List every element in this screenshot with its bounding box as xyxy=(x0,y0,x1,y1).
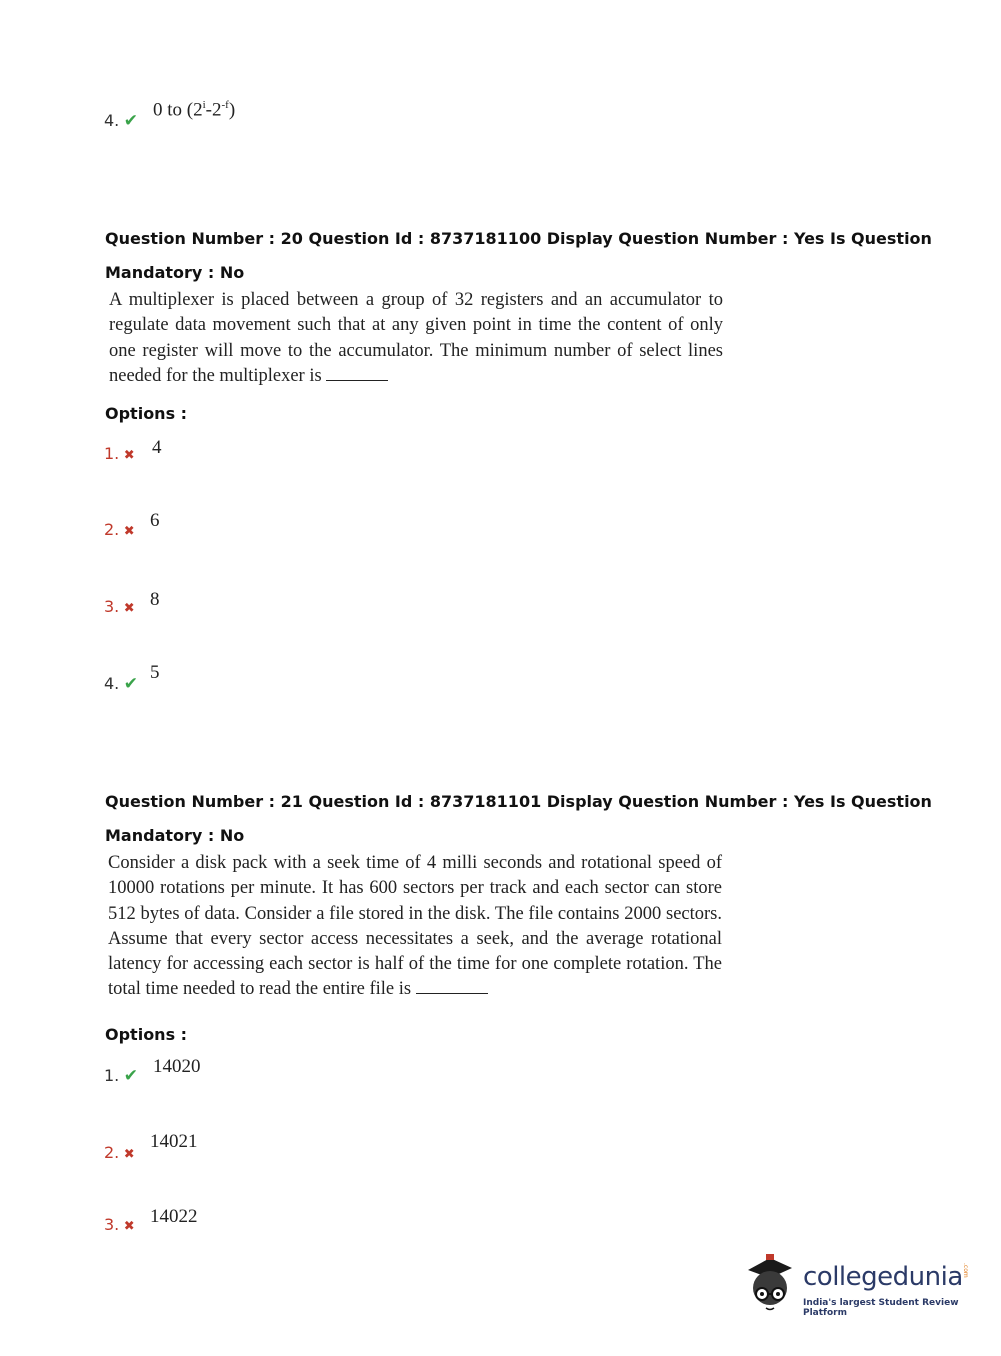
option-row xyxy=(104,674,138,694)
option-text: 14021 xyxy=(150,1131,198,1152)
option-row xyxy=(104,1143,135,1163)
question-text: Consider a disk pack with a seek time of 4 milli seconds and rotational speed of 10000 rotations per minute. It has 600 sectors per track and each sector can store 512 bytes of data. Consider a file stored in the disk. The file contains 2000 sectors. Assume that every sector access necessitates a seek, and the average rotational latency for accessing each sector is half of the time for one complete rotation. The total time needed to read the entire file is xyxy=(108,853,722,1000)
option-number: 4. xyxy=(104,111,120,130)
option-number: 3. xyxy=(104,1215,120,1234)
question-mandatory: Mandatory : No xyxy=(105,826,245,845)
option-text: 14020 xyxy=(153,1056,201,1077)
option-number: 1. xyxy=(104,1066,120,1085)
option-text: 5 xyxy=(150,662,160,683)
option-text: 14022 xyxy=(150,1206,198,1227)
cross-icon: ✖ xyxy=(123,1219,135,1234)
question-header: Question Number : 21 Question Id : 8737181101 Display Question Number : Yes Is Question xyxy=(105,792,932,811)
option-number: 4. xyxy=(104,674,120,693)
cross-icon: ✖ xyxy=(123,601,135,616)
option-number: 3. xyxy=(104,597,120,616)
answer-blank xyxy=(416,993,488,994)
option-text: 8 xyxy=(150,589,160,610)
question-mandatory: Mandatory : No xyxy=(105,263,245,282)
option-row xyxy=(104,444,135,464)
option-text: 6 xyxy=(150,510,160,531)
option-row xyxy=(104,520,135,540)
option-row xyxy=(104,1066,138,1086)
logo-name: collegedunia xyxy=(803,1262,963,1292)
option-number: 2. xyxy=(104,520,120,539)
check-icon: ✔ xyxy=(123,674,138,694)
cross-icon: ✖ xyxy=(123,1147,135,1162)
answer-blank xyxy=(326,380,388,381)
option-text: 4 xyxy=(152,437,162,458)
options-label: Options : xyxy=(105,404,188,423)
student-mascot-icon xyxy=(740,1248,800,1316)
option-number: 2. xyxy=(104,1143,120,1162)
check-icon: ✔ xyxy=(123,1066,138,1086)
collegedunia-logo[interactable] xyxy=(740,1248,980,1320)
cross-icon: ✖ xyxy=(123,524,135,539)
cross-icon: ✖ xyxy=(123,448,135,463)
question-header: Question Number : 20 Question Id : 8737181100 Display Question Number : Yes Is Question xyxy=(105,229,932,248)
prev-option-text: 0 to $(2^i-2^{-f})$ xyxy=(153,99,236,121)
option-row xyxy=(104,597,135,617)
question-text: A multiplexer is placed between a group of 32 registers and an accumulator to regulate data movement such that at any given point in time the content of only one register will move to the accumulator. The minimum number of select lines needed for the multiplexer is xyxy=(109,290,723,386)
logo-tagline: India's largest Student Review Platform xyxy=(803,1298,959,1318)
logo-suffix: .com xyxy=(962,1263,969,1278)
option-number: 1. xyxy=(104,444,120,463)
options-label: Options : xyxy=(105,1025,188,1044)
prev-option-4 xyxy=(104,111,138,131)
option-row xyxy=(104,1215,135,1235)
check-icon: ✔ xyxy=(123,111,138,131)
